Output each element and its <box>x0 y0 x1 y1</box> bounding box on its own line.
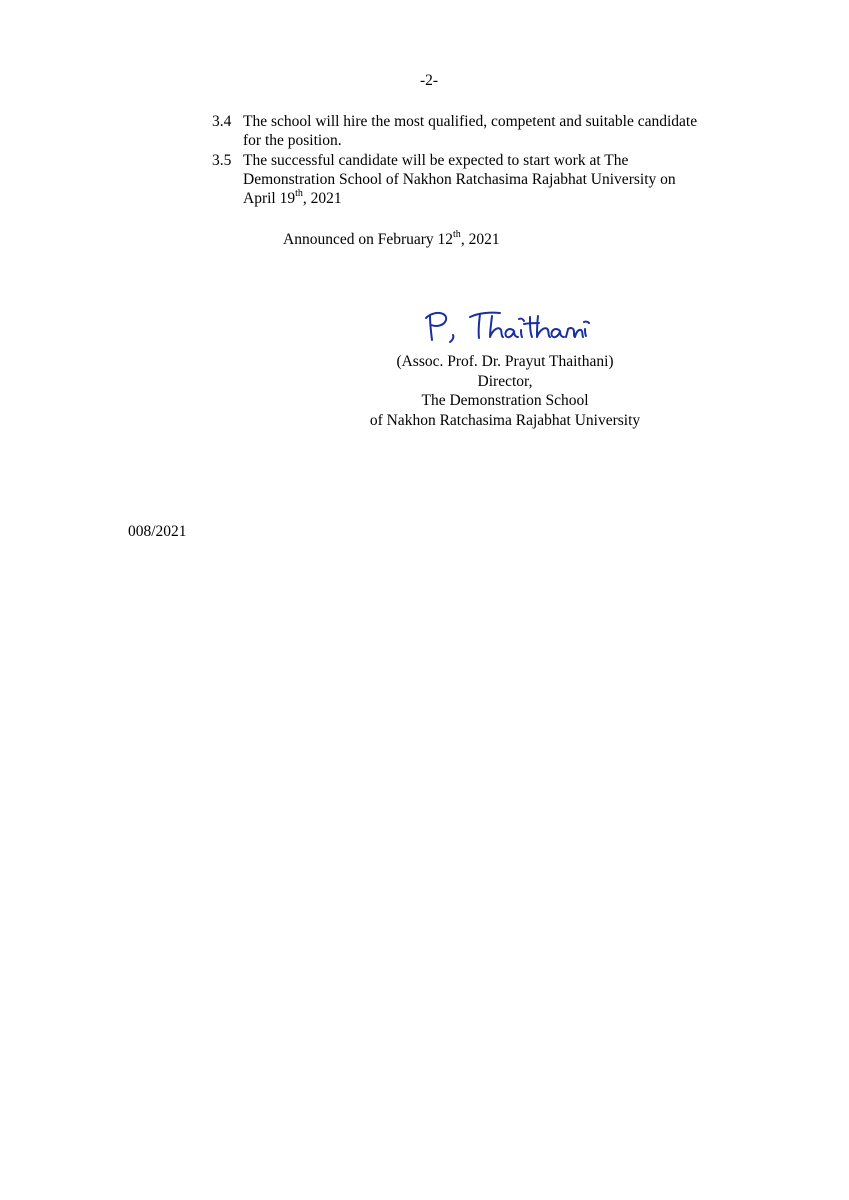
item-number: 3.4 <box>212 113 232 130</box>
signature-image <box>420 302 590 348</box>
item-text-line: The successful candidate will be expected to start work at The <box>243 152 629 169</box>
start-date-text: April 19 <box>243 190 296 207</box>
ordinal-suffix: th <box>453 228 461 240</box>
signer-organization-line: of Nakhon Ratchasima Rajabhat University <box>369 411 641 429</box>
item-text-line: The school will hire the most qualified, competent and suitable candidate <box>243 113 698 130</box>
page-number: -2- <box>420 72 439 89</box>
announcement-date <box>283 230 500 249</box>
handwritten-signature <box>420 302 590 348</box>
signer-block <box>330 352 680 430</box>
item-number: 3.5 <box>212 152 232 169</box>
item-text <box>243 112 763 150</box>
ordinal-suffix: th <box>295 187 303 199</box>
item-text-line: for the position. <box>243 132 342 149</box>
item-text-line: Demonstration School of Nakhon Ratchasima Rajabhat University on <box>243 171 676 188</box>
item-text-line-last <box>243 189 763 208</box>
signer-title: Director, <box>477 372 533 390</box>
signer-organization-line: The Demonstration School <box>421 392 589 409</box>
start-year-text: , 2021 <box>302 190 342 207</box>
announcement-text: Announced on February 12 <box>283 231 454 248</box>
announcement-year: , 2021 <box>460 231 500 248</box>
signer-name: (Assoc. Prof. Dr. Prayut Thaithani) <box>396 353 614 370</box>
document-reference-number: 008/2021 <box>128 523 187 540</box>
item-text <box>243 151 763 208</box>
